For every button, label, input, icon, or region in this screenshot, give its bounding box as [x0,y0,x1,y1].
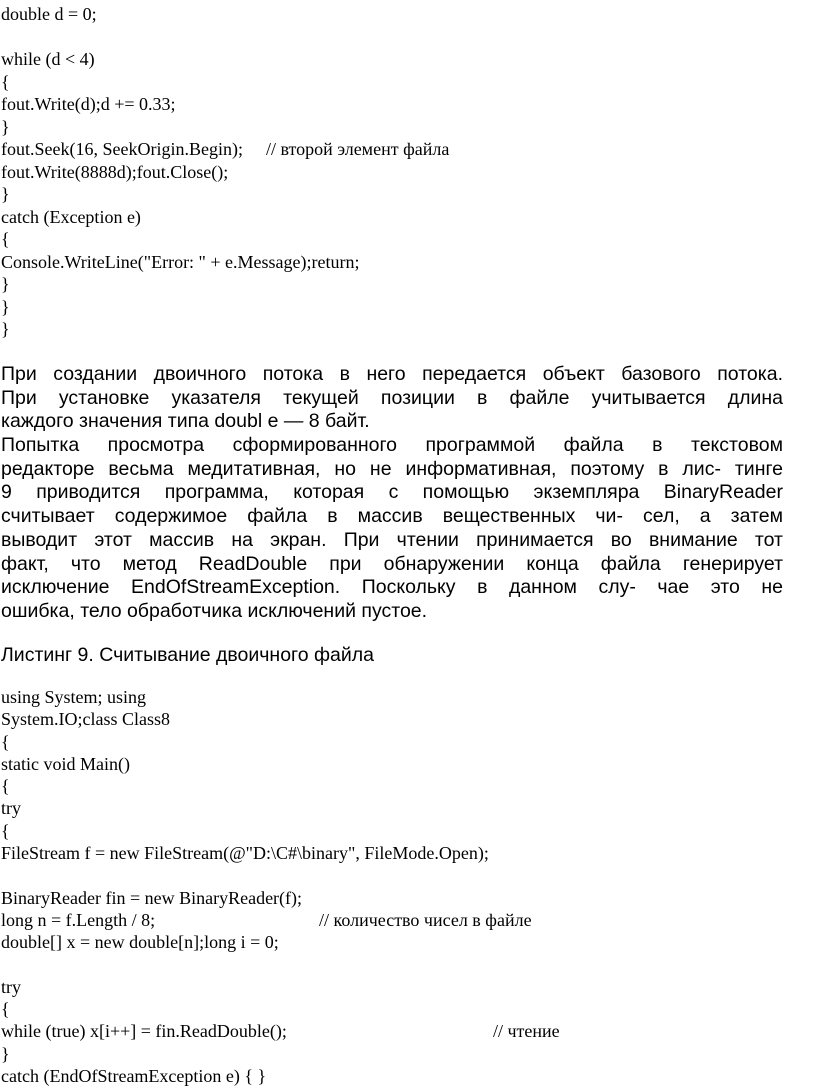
code-line [1,296,360,319]
code-line [1,731,489,753]
code-text: double d = 0; [1,4,97,24]
paragraph-line: каждого значения типа doubl e — 8 байт. [1,410,370,433]
paragraph-line: 9 приводится программа, которая с помощью экземпляра BinaryReader [1,481,783,504]
code-line [1,3,360,26]
code-line [1,1043,489,1065]
code-line [1,26,360,49]
code-comment: // чтение [493,1021,560,1042]
code-text: System.IO;class Class8 [1,709,170,730]
code-comment: // количество чисел в файле [319,909,532,930]
code-line [1,1065,489,1087]
code-text: try [1,798,21,819]
code-line [1,273,360,296]
code-line [1,909,532,931]
code-line [1,842,489,864]
code-line [1,820,489,842]
code-text: } [1,319,10,339]
listing-title: Листинг 9. Считывание двоичного файла [1,644,374,666]
code-line [1,206,360,229]
code-line [1,1020,560,1042]
code-text: fout.Write(d);d += 0.33; [1,94,176,114]
explanation-paragraphs [1,363,783,624]
code-text: double[] x = new double[n];long i = 0; [1,932,279,953]
code-text: Console.WriteLine("Error: " + e.Message);return; [1,251,360,272]
code-text: { [1,229,10,249]
code-text: using System; using [1,687,147,707]
code-line [1,864,489,886]
code-line [1,797,489,819]
code-text: BinaryReader fin = new BinaryReader(f); [1,887,303,908]
code-text: catch (EndOfStreamException e) { } [1,1066,267,1087]
paragraph-line: считывает содержимое файла в массив вещественных чи- сел, а затем [1,505,783,528]
code-line [1,161,360,184]
code-text: { [1,731,10,752]
paragraph-line: исключение EndOfStreamException. Поскольку в данном слу- чае это не [1,576,783,599]
code-text: static void Main() [1,753,130,774]
paragraph-line: факт, что метод ReadDouble при обнаружении конца файла генерирует [1,552,783,575]
code-line [1,976,489,998]
code-text: } [1,296,10,317]
code-line [1,318,360,341]
code-listing-top [1,3,450,341]
code-line [1,775,489,797]
code-line [1,887,489,909]
paragraph-line: выводит этот массив на экран. При чтении принимается во внимание тот [1,528,783,551]
code-line [1,753,489,775]
paragraph-line: При создании двоичного потока в него передается объект базового потока. [1,363,783,385]
paragraph-line: Попытка просмотра сформированного программой файла в текстовом [1,434,783,457]
code-line [1,116,360,139]
code-line [1,71,360,94]
code-text: try [1,976,21,997]
code-text: while (d < 4) [1,49,95,69]
code-text: long n = f.Length / 8; [1,909,156,930]
code-line [1,998,489,1020]
code-text: } [1,184,10,204]
code-line [1,931,489,953]
code-text: FileStream f = new FileStream(@"D:\C#\binary", FileMode.Open); [1,843,489,864]
code-line [1,708,489,730]
code-line [1,93,360,116]
paragraph-line: ошибка, тело обработчика исключений пустое. [1,599,428,622]
code-text: } [1,1043,10,1064]
code-text: { [1,999,10,1020]
code-line [1,251,360,274]
code-text: { [1,776,10,797]
code-text: { [1,820,10,841]
code-text: fout.Seek(16, SeekOrigin.Begin); [1,139,243,159]
code-comment: // второй элемент файла [266,139,450,159]
code-line [1,228,360,251]
code-line [1,954,489,976]
code-text: while (true) x[i++] = fin.ReadDouble(); [1,1021,287,1042]
code-listing-9 [1,686,560,1087]
code-text: } [1,116,10,137]
code-text: } [1,274,10,294]
paragraph-line: редакторе весьма медитативная, но не информативная, поэтому в лис- тинге [1,457,783,480]
code-line [1,48,360,71]
code-text: fout.Write(8888d);fout.Close(); [1,161,229,182]
code-line [1,138,450,161]
code-line [1,183,360,206]
code-line [1,686,489,708]
code-text: catch (Exception e) [1,206,141,227]
paragraph-line: При установке указателя текущей позиции в файле учитывается длина [1,386,783,409]
code-text: { [1,71,10,92]
